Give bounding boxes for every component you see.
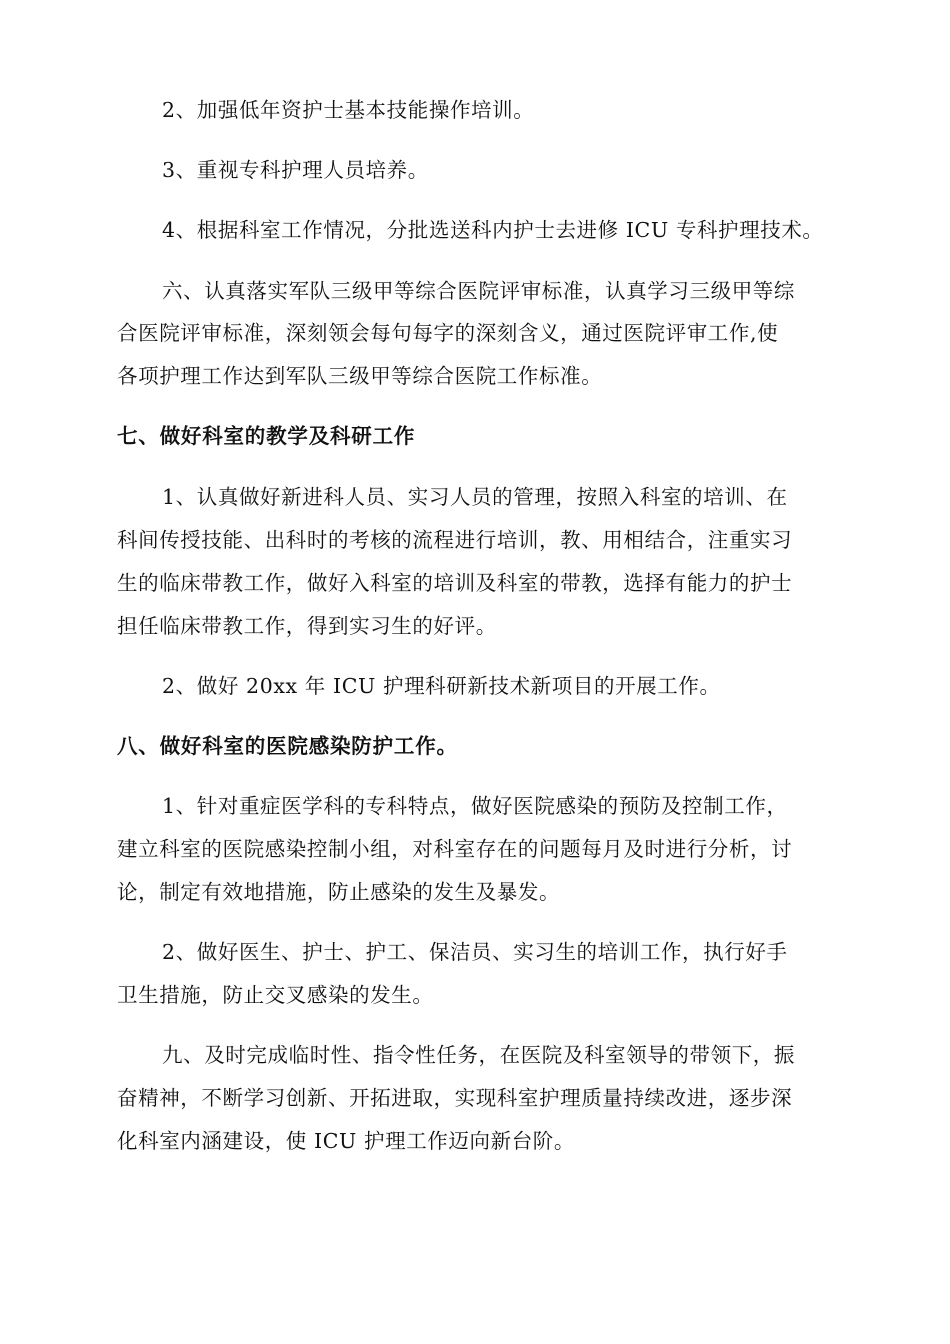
list-item-4-icu-training: 4、根据科室工作情况，分批选送科内护士去进修 ICU 专科护理技术。: [162, 218, 824, 242]
section-6-line-3: 各项护理工作达到军队三级甲等综合医院工作标准。: [117, 364, 603, 388]
section-9-line-1: 九、及时完成临时性、指令性任务，在医院及科室领导的带领下，振: [162, 1043, 795, 1067]
section-8-item-1-line-3: 论，制定有效地措施，防止感染的发生及暴发。: [117, 880, 561, 904]
list-item-3-specialist-training: 3、重视专科护理人员培养。: [162, 158, 429, 182]
section-7-item-1-line-4: 担任临床带教工作，得到实习生的好评。: [117, 614, 497, 638]
section-7-item-2: 2、做好 20xx 年 ICU 护理科研新技术新项目的开展工作。: [162, 674, 721, 698]
section-6-line-1: 六、认真落实军队三级甲等综合医院评审标准，认真学习三级甲等综: [162, 279, 795, 303]
section-9-line-2: 奋精神，不断学习创新、开拓进取，实现科室护理质量持续改进，逐步深: [117, 1086, 793, 1110]
section-8-item-2-line-2: 卫生措施，防止交叉感染的发生。: [117, 983, 434, 1007]
section-8-heading: 八、做好科室的医院感染防护工作。: [117, 734, 458, 758]
section-7-item-1-line-1: 1、认真做好新进科人员、实习人员的管理，按照入科室的培训、在: [162, 485, 788, 509]
section-8-item-1-line-1: 1、针对重症医学科的专科特点，做好医院感染的预防及控制工作，: [162, 794, 788, 818]
section-7-heading: 七、做好科室的教学及科研工作: [117, 424, 416, 448]
list-item-2-basic-skill-training: 2、加强低年资护士基本技能操作培训。: [162, 98, 535, 122]
section-6-line-2: 合医院评审标准，深刻领会每句每字的深刻含义，通过医院评审工作,使: [117, 321, 779, 345]
section-8-item-1-line-2: 建立科室的医院感染控制小组，对科室存在的问题每月及时进行分析，讨: [117, 837, 793, 861]
section-8-item-2-line-1: 2、做好医生、护士、护工、保洁员、实习生的培训工作，执行好手: [162, 940, 788, 964]
section-9-line-3: 化科室内涵建设，使 ICU 护理工作迈向新台阶。: [117, 1129, 575, 1153]
section-7-item-1-line-3: 生的临床带教工作，做好入科室的培训及科室的带教，选择有能力的护士: [117, 571, 793, 595]
section-7-item-1-line-2: 科间传授技能、出科时的考核的流程进行培训，教、用相结合，注重实习: [117, 528, 793, 552]
